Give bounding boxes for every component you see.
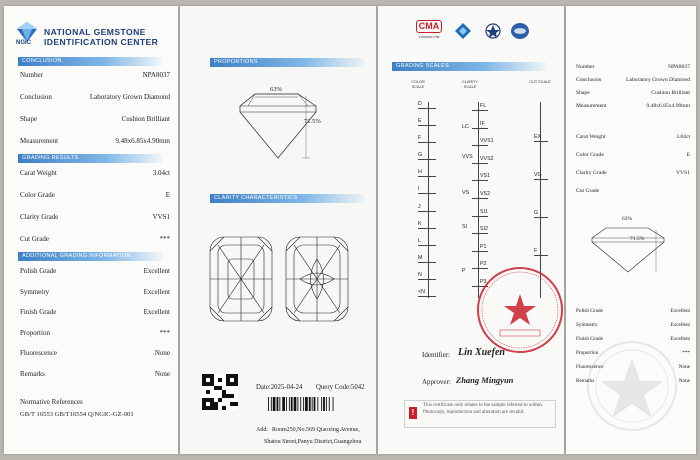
approver-signature: Zhang Mingyun <box>456 375 514 385</box>
summary-color-label: Color Grade <box>576 152 604 158</box>
summary-measurement-value: 9.48x6.85x4.90mm <box>646 103 690 109</box>
clarity-group-label: LC <box>462 124 469 130</box>
identifier-label: Identifier: <box>422 351 450 359</box>
scale-tick <box>418 262 436 263</box>
conclusion-label: Conclusion <box>20 93 52 101</box>
color-scale-label: J <box>418 203 421 210</box>
carat-weight-row <box>20 169 170 177</box>
notice-text: This certificate only relates to the sample referred to within. Photocopy, reproduction and alteration are invalid. <box>423 403 543 415</box>
scale-tick <box>534 255 548 256</box>
summary-clarity-row <box>576 170 690 176</box>
polish-grade-row <box>20 267 170 275</box>
summary-number-value: NPA8037 <box>668 64 690 70</box>
summary-finish-grade-label: Finish Grade <box>576 336 603 342</box>
scale-tick <box>472 163 488 164</box>
summary-number-row <box>576 64 690 70</box>
grading-scales-panel <box>378 6 564 454</box>
summary-carat-row <box>576 134 690 140</box>
cut-scale-label: G <box>534 210 539 216</box>
barcode-bar <box>279 397 280 411</box>
summary-table-percentage: 63% <box>622 216 633 222</box>
brand-abbr: NGIC <box>16 40 31 46</box>
conclusion-row <box>20 93 170 101</box>
symmetry-label: Symmetry <box>20 287 50 296</box>
color-grade-value: E <box>165 191 170 199</box>
gemstone-association-icon <box>510 22 530 40</box>
scale-tick <box>418 193 436 194</box>
scale-tick <box>418 211 436 212</box>
clarity-scale-label: P1 <box>480 243 487 250</box>
color-scale-label: L <box>418 237 421 244</box>
barcode-bar <box>286 397 287 411</box>
scale-tick <box>418 125 436 126</box>
summary-finish-grade-value: Excellent <box>670 336 690 342</box>
clarity-grade-row <box>20 213 170 221</box>
clarity-grade-label: Clarity Grade <box>20 213 59 221</box>
grading-scales-header: GRADING SCALES <box>392 62 546 71</box>
official-seal <box>474 264 564 356</box>
summary-polish-grade-row <box>576 308 690 314</box>
cma-logo <box>416 20 442 44</box>
clarity-scale-title: CLARITY SCALE <box>461 80 479 89</box>
warning-icon: ! <box>409 407 417 419</box>
scale-tick <box>534 179 548 180</box>
references-text: GB/T 16553 GB/T16554 Q/NGIC-GZ-001 <box>20 411 134 418</box>
summary-fluorescence-label: Fluorescence <box>576 364 604 370</box>
scale-axis-line <box>428 102 429 298</box>
clarity-group-label: SI <box>462 224 468 230</box>
cut-scale-title: CUT SCALE <box>529 80 551 84</box>
summary-measurement-label: Measurement <box>576 103 607 109</box>
clarity-plot-diagram <box>180 231 376 331</box>
barcode-bar <box>289 397 290 411</box>
summary-polish-grade-label: Polish Grade <box>576 308 603 314</box>
color-grade-row <box>20 191 170 199</box>
summary-measurement-row <box>576 103 690 109</box>
number-label: Number <box>20 71 43 79</box>
ilac-icon <box>484 22 502 40</box>
summary-polish-grade-value: Excellent <box>670 308 690 314</box>
shape-label: Shape <box>20 115 38 123</box>
clarity-scale-label: VS2 <box>480 191 491 197</box>
measurement-row <box>20 137 170 145</box>
cut-grade-row <box>20 235 170 243</box>
remarks-row <box>20 370 170 378</box>
carat-weight-label: Carat Weight <box>20 169 57 177</box>
shape-row <box>20 115 170 123</box>
clarity-scale-label: SI2 <box>480 226 488 233</box>
number-value: NPA8037 <box>142 71 170 79</box>
color-scale-label: K <box>418 220 422 227</box>
color-grade-label: Color Grade <box>20 191 55 199</box>
clarity-group-label: VS <box>462 190 470 196</box>
finish-grade-value: Excellent <box>143 308 170 316</box>
scale-tick <box>534 217 548 218</box>
scale-tick <box>418 228 436 229</box>
clarity-scale-label: IF <box>480 120 485 127</box>
summary-cut-label: Cut Grade <box>576 188 600 194</box>
summary-number-label: Number <box>576 64 595 70</box>
scale-tick <box>534 141 548 142</box>
summary-fluorescence-row <box>576 364 690 370</box>
summary-conclusion-label: Conclusion <box>576 77 602 83</box>
summary-conclusion-row <box>576 77 690 83</box>
barcode-bar <box>317 397 318 411</box>
clarity-group-label: P <box>462 268 466 274</box>
barcode-bar <box>297 397 298 411</box>
summary-color-value: E <box>686 152 690 158</box>
barcode-bar <box>314 397 316 411</box>
color-scale-title: COLOR SCALE <box>411 80 425 89</box>
summary-shape-label: Shape <box>576 90 590 96</box>
fluorescence-label: Fluorescence <box>20 349 57 357</box>
summary-depth-percentage: 71.5% <box>630 236 645 242</box>
scale-tick <box>418 142 436 143</box>
summary-proportion-diagram <box>566 216 696 276</box>
carat-weight-value: 3.04ct <box>152 169 170 177</box>
summary-fluorescence-value: None <box>678 364 690 370</box>
barcode-bar <box>291 397 293 411</box>
cut-grade-label: Cut Grade <box>20 235 49 243</box>
proportions-panel <box>180 6 376 454</box>
color-scale-label: F <box>418 135 422 142</box>
summary-remarks-label: Remarks <box>576 378 595 384</box>
summary-shape-value: Cushion Brilliant <box>651 90 690 96</box>
summary-conclusion-value: Laboratory Grown Diamond <box>625 77 690 83</box>
summary-symmetry-row <box>576 322 690 328</box>
summary-color-row <box>576 152 690 158</box>
summary-symmetry-label: Symmetry <box>576 322 598 328</box>
barcode-bar <box>326 397 327 411</box>
clarity-header: CLARITY CHARACTERISTICS <box>210 194 364 203</box>
notice-box <box>404 400 556 428</box>
clarity-scale-label: P2 <box>480 261 487 268</box>
accreditation-icon <box>454 22 472 40</box>
summary-remarks-row <box>576 378 690 384</box>
conclusion-value: Laboratory Grown Diamond <box>89 93 170 101</box>
scale-tick <box>418 176 436 177</box>
clarity-group-label: VVS <box>462 154 473 160</box>
report-date: Date:2025-04-24 <box>256 384 303 391</box>
query-code: Query Code:5042 <box>316 384 365 391</box>
remarks-value: None <box>154 369 170 378</box>
barcode-bar <box>277 397 279 411</box>
scale-tick <box>472 128 488 129</box>
remarks-label: Remarks <box>20 369 45 378</box>
polish-grade-value: Excellent <box>143 267 170 275</box>
fluorescence-value: None <box>154 349 170 357</box>
finish-grade-label: Finish Grade <box>20 308 57 316</box>
proportion-label: Proportion <box>20 328 50 337</box>
proportion-value: *** <box>159 328 170 337</box>
barcode-bar <box>312 397 313 411</box>
identifier-signature: Lin Xuefen <box>458 347 505 358</box>
address-line1: Room250,No.569 Qiaoxing Avenue, <box>272 427 360 433</box>
grading-results-header: GRADING RESULTS <box>18 154 162 163</box>
summary-proportion-row <box>576 350 690 356</box>
barcode-bar <box>321 397 322 411</box>
clarity-scale-label: SI1 <box>480 208 488 215</box>
summary-carat-label: Carat Weight <box>576 134 606 140</box>
clarity-scale-label: VVS2 <box>480 155 494 162</box>
scale-tick <box>418 245 436 246</box>
cut-scale-label: F <box>534 248 538 254</box>
depth-percentage: 71.5% <box>304 118 321 125</box>
summary-remarks-value: None <box>678 378 690 384</box>
measurement-label: Measurement <box>20 137 59 145</box>
summary-cut-row <box>576 188 690 194</box>
color-scale-label: M <box>418 254 423 261</box>
color-scale-label: I <box>418 186 420 193</box>
proportion-row <box>20 329 170 337</box>
table-percentage: 63% <box>270 86 282 93</box>
clarity-scale-label: VVS1 <box>480 138 494 145</box>
clarity-scale-label: FL <box>480 103 487 109</box>
scale-tick <box>472 233 488 234</box>
cma-logo-text: CMA <box>416 20 442 33</box>
barcode-bar <box>294 397 297 411</box>
fluorescence-row <box>20 349 170 357</box>
symmetry-row <box>20 288 170 296</box>
conclusion-header: CONCLUSION <box>18 57 162 66</box>
scale-tick <box>472 216 488 217</box>
scale-tick <box>418 159 436 160</box>
color-scale-label: G <box>418 152 423 159</box>
summary-carat-value: 3.04ct <box>676 134 690 140</box>
barcode-bar <box>273 397 276 411</box>
brand-name-line1: NATIONAL GEMSTONE <box>44 27 146 37</box>
summary-proportion-label: Proportion <box>576 350 599 356</box>
scale-tick <box>472 110 488 111</box>
barcode-bar <box>300 397 301 411</box>
barcode-bar <box>271 397 272 411</box>
barcode-bar <box>268 397 269 411</box>
cut-scale-label: EX <box>534 134 542 140</box>
additional-info-header: ADDITIONAL GRADING INFORMATION <box>18 252 162 261</box>
barcode-bar <box>329 397 330 411</box>
summary-clarity-value: VVS1 <box>676 170 690 176</box>
summary-proportion-value: *** <box>682 350 690 356</box>
barcode-bar <box>309 397 311 411</box>
barcode-bar <box>282 397 285 411</box>
approver-label: Approver: <box>422 378 451 386</box>
color-scale-label: <N <box>418 289 425 295</box>
color-scale-label: N <box>418 271 422 278</box>
color-scale-label: H <box>418 169 422 176</box>
clarity-scale-label: VS1 <box>480 173 491 180</box>
brand-name-line2: IDENTIFICATION CENTER <box>44 37 159 47</box>
summary-shape-row <box>576 90 690 96</box>
cma-number: 210019011789 <box>418 35 440 39</box>
barcode-bar <box>323 397 325 411</box>
scale-tick <box>472 180 488 181</box>
finish-grade-row <box>20 308 170 316</box>
scale-tick <box>472 251 488 252</box>
cut-grade-value: *** <box>159 235 170 243</box>
polish-grade-label: Polish Grade <box>20 267 57 275</box>
qr-code[interactable] <box>202 374 238 410</box>
report-panel-main <box>4 6 178 454</box>
barcode-bar <box>305 397 308 411</box>
scale-tick <box>472 145 488 146</box>
clarity-grade-value: VVS1 <box>152 213 170 221</box>
symmetry-value: Excellent <box>143 287 170 296</box>
address-line2: Shatou Street,Panyu District,Guangzhou <box>264 439 362 445</box>
color-scale-label: E <box>418 118 422 125</box>
number-row <box>20 71 170 79</box>
barcode-bar <box>333 397 334 411</box>
barcode <box>268 397 356 411</box>
scale-tick <box>418 108 436 109</box>
summary-finish-grade-row <box>576 336 690 342</box>
barcode-bar <box>303 397 304 411</box>
address-label: Add: <box>256 427 268 433</box>
scale-tick <box>418 279 436 280</box>
summary-clarity-label: Clarity Grade <box>576 170 607 176</box>
cut-scale-label: VG <box>534 172 542 178</box>
clarity-scale-label: P3 <box>480 279 487 285</box>
shape-value: Cushion Brilliant <box>121 115 170 123</box>
color-scale-label: D <box>418 101 422 107</box>
summary-symmetry-value: Excellent <box>670 322 690 328</box>
summary-panel <box>566 6 696 454</box>
scale-tick <box>472 198 488 199</box>
references-title: Normative References <box>20 398 83 406</box>
measurement-value: 9.48x6.85x4.90mm <box>115 137 170 145</box>
proportions-header: PROPORTIONS <box>210 58 364 67</box>
scale-tick <box>418 296 436 297</box>
